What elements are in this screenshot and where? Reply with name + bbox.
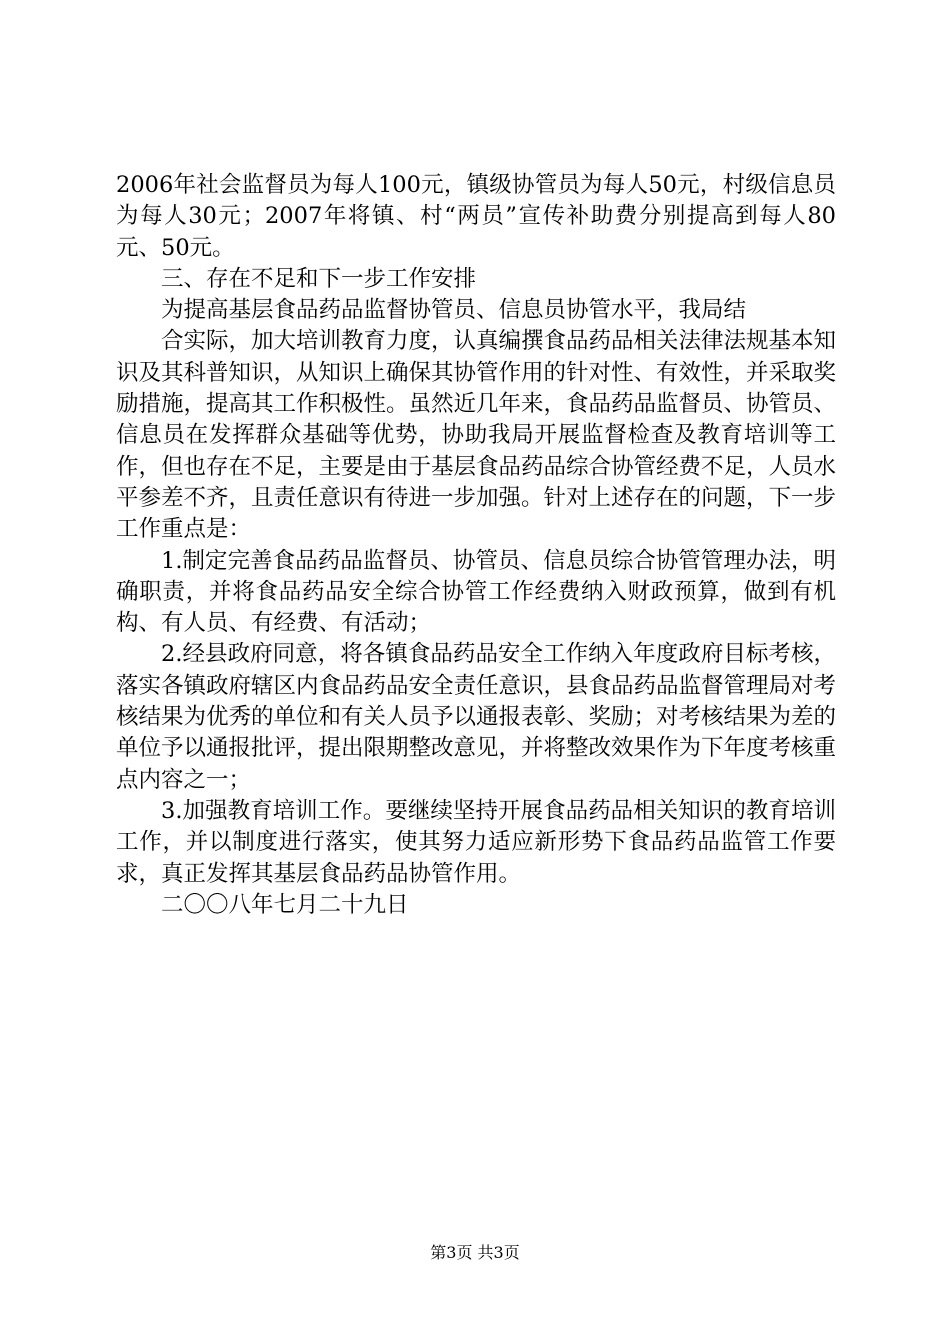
document-date: 二〇〇八年七月二十九日 — [161, 891, 409, 918]
page-number-footer: 第3页 共3页 — [430, 1243, 520, 1262]
paragraph-shortcomings: 合实际，加大培训教育力度，认真编撰食品药品相关法律法规基本知识及其科普知识，从知识上确保其协管作用的针对性、有效性，并采取奖励措施，提高其工作积极性。虽然近几年来，食品药品监督员、协管员、信息员在发挥群众基础等优势，协助我局开展监督检查及教育培训等工作，但也存在不足，主要是由于基层食品药品综合协管经费不足，人员水平参差不齐，且责任意识有待进一步加强。针对上述存在的问题，下一步工作重点是： — [116, 328, 837, 543]
list-item-1: 1.制定完善食品药品监督员、协管员、信息员综合协管管理办法，明确职责，并将食品药品安全综合协管工作经费纳入财政预算，做到有机构、有人员、有经费、有活动； — [116, 547, 836, 637]
paragraph-intro: 为提高基层食品药品监督协管员、信息员协管水平，我局结 — [161, 297, 747, 324]
paragraph-subsidy: 2006年社会监督员为每人100元，镇级协管员为每人50元，村级信息员为每人30元；2007年将镇、村“两员”宣传补助费分别提高到每人80元、50元。 — [116, 172, 836, 261]
section-heading: 三、存在不足和下一步工作安排 — [161, 265, 477, 292]
document-body — [116, 170, 836, 921]
list-item-3: 3.加强教育培训工作。要继续坚持开展食品药品相关知识的教育培训工作，并以制度进行落实，使其努力适应新形势下食品药品监管工作要求，真正发挥其基层食品药品协管作用。 — [116, 797, 836, 887]
list-item-2: 2.经县政府同意，将各镇食品药品安全工作纳入年度政府目标考核，落实各镇政府辖区内食品药品安全责任意识，县食品药品监督管理局对考核结果为优秀的单位和有关人员予以通报表彰、奖励；对考核结果为差的单位予以通报批评，提出限期整改意见，并将整改效果作为下年度考核重点内容之一； — [116, 641, 837, 793]
